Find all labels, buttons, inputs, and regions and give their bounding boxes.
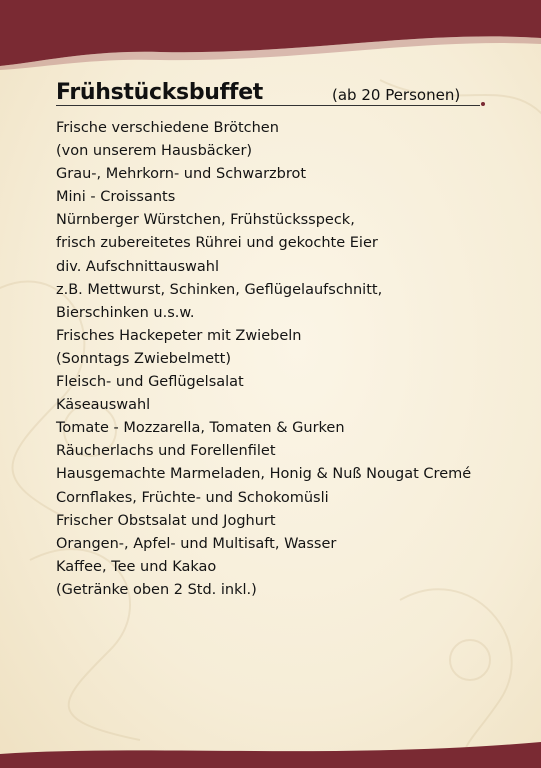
title-row — [56, 80, 496, 110]
list-item: Grau-, Mehrkorn- und Schwarzbrot — [56, 166, 307, 183]
title-underline — [56, 105, 480, 106]
list-item: Fleisch- und Geflügelsalat — [56, 374, 244, 391]
list-item: (Sonntags Zwiebelmett) — [56, 350, 232, 367]
list-item: Cornflakes, Früchte- und Schokomüsli — [56, 489, 329, 506]
header-band — [0, 0, 541, 70]
list-item: Frisches Hackepeter mit Zwiebeln — [56, 327, 302, 344]
list-item: Hausgemachte Marmeladen, Honig & Nuß Nougat Cremé — [56, 466, 472, 483]
list-item: div. Aufschnittauswahl — [56, 258, 220, 275]
list-item: Nürnberger Würstchen, Frühstücksspeck, — [56, 212, 355, 229]
list-item: Frischer Obstsalat und Joghurt — [56, 512, 276, 529]
list-item: Kaffee, Tee und Kakao — [56, 558, 217, 575]
list-item: z.B. Mettwurst, Schinken, Geflügelaufschnitt, — [56, 281, 383, 298]
list-item: Tomate - Mozzarella, Tomaten & Gurken — [56, 420, 345, 437]
persons-note: (ab 20 Personen) — [332, 86, 461, 104]
list-item: Orangen-, Apfel- und Multisaft, Wasser — [56, 535, 337, 552]
list-item: Räucherlachs und Forellenfilet — [56, 443, 276, 460]
menu-list — [56, 117, 516, 602]
footer-band — [0, 738, 541, 768]
list-item: Frische verschiedene Brötchen — [56, 120, 279, 136]
list-item: frisch zubereitetes Rührei und gekochte Eier — [56, 235, 378, 252]
list-item: Bierschinken u.s.w. — [56, 304, 195, 321]
list-item: Mini - Croissants — [56, 189, 176, 206]
list-item: Käseauswahl — [56, 397, 151, 414]
underline-dot — [481, 102, 485, 106]
page-title: Frühstücksbuffet — [56, 80, 264, 105]
list-item: (von unserem Hausbäcker) — [56, 143, 253, 160]
list-item: (Getränke oben 2 Std. inkl.) — [56, 581, 257, 598]
